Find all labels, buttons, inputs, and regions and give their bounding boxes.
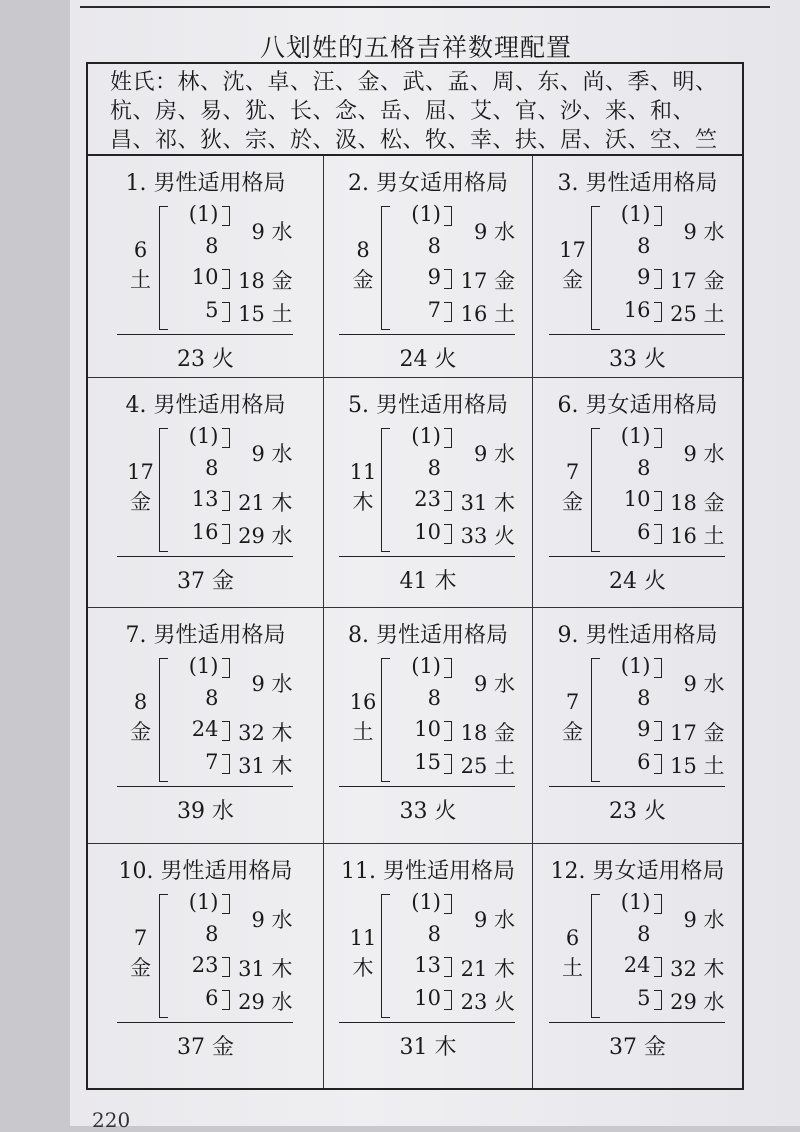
left-bracket xyxy=(159,658,168,782)
config-cell xyxy=(88,608,324,844)
sum-line xyxy=(549,1022,725,1023)
left-bracket xyxy=(381,894,390,1018)
total-grid-result: 33 火 xyxy=(609,347,666,372)
config-cell xyxy=(533,378,742,608)
left-bracket xyxy=(381,658,390,782)
stroke-count: 10 xyxy=(191,265,219,289)
person-grid-result: 31 木 xyxy=(460,491,515,515)
outer-grid-element: 金 xyxy=(130,490,151,514)
total-grid-result: 23 火 xyxy=(177,347,234,372)
stroke-count: 8 xyxy=(637,686,651,710)
earth-grid-result: 16 土 xyxy=(670,524,725,548)
sum-line xyxy=(117,334,293,335)
total-grid-result: 24 火 xyxy=(609,569,666,594)
stroke-count: (1) xyxy=(411,424,441,448)
outer-grid-element: 金 xyxy=(562,268,583,292)
sum-line xyxy=(339,556,515,557)
outer-grid-element: 金 xyxy=(130,720,151,744)
heaven-grid-result: 9 水 xyxy=(683,672,725,696)
outer-grid-number: 17 xyxy=(559,238,586,262)
outer-grid-number: 6 xyxy=(565,926,580,950)
config-cell xyxy=(324,156,533,378)
outer-grid-number: 7 xyxy=(565,460,580,484)
outer-grid-element: 土 xyxy=(130,268,151,292)
sum-line xyxy=(339,786,515,787)
outer-grid-element: 土 xyxy=(352,720,374,744)
config-cell xyxy=(88,844,324,1088)
left-bracket xyxy=(381,206,390,330)
five-grid-diagram xyxy=(553,202,723,372)
stroke-count: (1) xyxy=(620,202,651,226)
heaven-grid-result: 9 水 xyxy=(683,908,725,932)
stroke-count: 7 xyxy=(427,298,441,322)
config-cell xyxy=(324,608,533,844)
page-title: 八划姓的五格吉祥数理配置 xyxy=(259,33,572,62)
heaven-grid-result: 9 水 xyxy=(251,220,293,244)
earth-grid-result: 29 水 xyxy=(238,990,293,1014)
heaven-grid-result: 9 水 xyxy=(251,442,293,466)
earth-grid-result: 23 火 xyxy=(460,990,515,1014)
left-bracket xyxy=(591,894,600,1018)
cell-title: 4. 男性适用格局 xyxy=(125,393,286,418)
stroke-count: (1) xyxy=(411,202,441,226)
earth-grid-result: 16 土 xyxy=(460,302,515,326)
heaven-grid-result: 9 水 xyxy=(473,908,515,932)
page-number: 220 xyxy=(92,1108,131,1132)
outer-grid-number: 8 xyxy=(356,238,370,262)
earth-grid-result: 33 火 xyxy=(460,524,515,548)
heaven-grid-result: 9 水 xyxy=(473,672,515,696)
cell-title: 2. 男女适用格局 xyxy=(348,171,508,196)
heaven-grid-result: 9 水 xyxy=(683,442,725,466)
left-bracket xyxy=(591,206,600,330)
surname-list: 姓氏：林、沈、卓、汪、金、武、孟、周、东、尚、季、明、杭、房、易、犹、长、念、岳、屈、艾、官、沙、来、和、昌、祁、狄、宗、於、汲、松、牧、幸、扶、居、沃、空、竺 xyxy=(88,64,742,156)
stroke-count: 5 xyxy=(637,986,651,1010)
earth-grid-result: 15 土 xyxy=(238,302,293,326)
stroke-count: 9 xyxy=(637,717,651,741)
person-grid-result: 17 金 xyxy=(670,721,725,745)
cell-title: 3. 男性适用格局 xyxy=(557,171,718,196)
stroke-count: 13 xyxy=(191,487,219,511)
outer-grid-element: 木 xyxy=(352,956,374,980)
left-bracket xyxy=(159,894,168,1018)
sum-line xyxy=(549,556,725,557)
five-grid-diagram xyxy=(553,654,723,824)
config-cell xyxy=(324,844,533,1088)
stroke-count: (1) xyxy=(411,654,441,678)
outer-grid-element: 金 xyxy=(562,720,583,744)
stroke-count: (1) xyxy=(188,654,219,678)
person-grid-result: 21 木 xyxy=(238,491,293,515)
configuration-table xyxy=(86,62,744,1090)
person-grid-result: 18 金 xyxy=(238,269,293,293)
sum-line xyxy=(549,334,725,335)
outer-grid-element: 金 xyxy=(352,268,374,292)
stroke-count: 10 xyxy=(623,487,651,511)
five-grid-diagram xyxy=(343,202,513,372)
stroke-count: 8 xyxy=(427,922,441,946)
person-grid-result: 21 木 xyxy=(460,957,515,981)
outer-grid-element: 金 xyxy=(562,490,583,514)
person-grid-result: 18 金 xyxy=(670,491,725,515)
stroke-count: 16 xyxy=(623,298,651,322)
config-cell xyxy=(533,156,742,378)
cell-title: 10. 男性适用格局 xyxy=(118,859,293,884)
cell-title: 11. 男性适用格局 xyxy=(341,859,515,884)
stroke-count: 8 xyxy=(637,922,651,946)
outer-grid-element: 木 xyxy=(352,490,374,514)
person-grid-result: 17 金 xyxy=(670,269,725,293)
five-grid-diagram xyxy=(553,424,723,594)
stroke-count: 8 xyxy=(637,456,651,480)
outer-grid-element: 金 xyxy=(130,956,151,980)
config-cell xyxy=(88,378,324,608)
stroke-count: 23 xyxy=(414,487,441,511)
stroke-count: 6 xyxy=(205,986,219,1010)
stroke-count: 8 xyxy=(427,234,441,258)
sum-line xyxy=(549,786,725,787)
heaven-grid-result: 9 水 xyxy=(473,220,515,244)
stroke-count: 8 xyxy=(205,456,219,480)
stroke-count: 13 xyxy=(414,953,441,977)
sum-line xyxy=(339,1022,515,1023)
earth-grid-result: 31 木 xyxy=(238,754,293,778)
config-cell xyxy=(324,378,533,608)
five-grid-diagram xyxy=(121,654,291,824)
cell-title: 1. 男性适用格局 xyxy=(125,171,286,196)
earth-grid-result: 29 水 xyxy=(238,524,293,548)
sum-line xyxy=(117,1022,293,1023)
earth-grid-result: 25 土 xyxy=(670,302,725,326)
stroke-count: 7 xyxy=(205,750,219,774)
outer-grid-number: 11 xyxy=(349,926,377,950)
outer-grid-number: 6 xyxy=(133,238,148,262)
stroke-count: 8 xyxy=(205,686,219,710)
heaven-grid-result: 9 水 xyxy=(251,672,293,696)
five-grid-diagram xyxy=(553,890,723,1060)
stroke-count: (1) xyxy=(188,424,219,448)
total-grid-result: 24 火 xyxy=(399,347,457,372)
five-grid-diagram xyxy=(343,654,513,824)
configuration-grid xyxy=(88,156,742,1088)
outer-grid-number: 17 xyxy=(127,460,154,484)
cell-title: 5. 男性适用格局 xyxy=(348,393,508,418)
left-bracket xyxy=(159,206,168,330)
stroke-count: (1) xyxy=(188,890,219,914)
cell-title: 9. 男性适用格局 xyxy=(557,623,718,648)
stroke-count: (1) xyxy=(620,654,651,678)
earth-grid-result: 15 土 xyxy=(670,754,725,778)
stroke-count: 9 xyxy=(427,265,441,289)
outer-grid-number: 8 xyxy=(133,690,148,714)
five-grid-diagram xyxy=(343,424,513,594)
total-grid-result: 33 火 xyxy=(399,799,457,824)
stroke-count: 10 xyxy=(414,717,441,741)
cell-title: 6. 男女适用格局 xyxy=(557,393,718,418)
outer-grid-number: 16 xyxy=(349,690,377,714)
person-grid-result: 31 木 xyxy=(238,957,293,981)
total-grid-result: 37 金 xyxy=(177,1035,234,1060)
cell-title: 8. 男性适用格局 xyxy=(348,623,508,648)
stroke-count: (1) xyxy=(411,890,441,914)
stroke-count: (1) xyxy=(188,202,219,226)
stroke-count: 8 xyxy=(427,686,441,710)
total-grid-result: 37 金 xyxy=(177,569,234,594)
outer-grid-element: 土 xyxy=(562,956,583,980)
stroke-count: 10 xyxy=(414,520,441,544)
stroke-count: 9 xyxy=(637,265,651,289)
person-grid-result: 17 金 xyxy=(460,269,515,293)
sum-line xyxy=(117,786,293,787)
heaven-grid-result: 9 水 xyxy=(251,908,293,932)
left-bracket xyxy=(591,428,600,552)
left-bracket xyxy=(381,428,390,552)
stroke-count: (1) xyxy=(620,424,651,448)
stroke-count: 23 xyxy=(191,953,219,977)
stroke-count: 5 xyxy=(205,298,219,322)
total-grid-result: 31 木 xyxy=(399,1035,457,1060)
person-grid-result: 18 金 xyxy=(460,721,515,745)
config-cell xyxy=(88,156,324,378)
stroke-count: 15 xyxy=(414,750,441,774)
total-grid-result: 39 水 xyxy=(177,799,234,824)
five-grid-diagram xyxy=(121,202,291,372)
stroke-count: 8 xyxy=(427,456,441,480)
sum-line xyxy=(117,556,293,557)
total-grid-result: 41 木 xyxy=(399,569,457,594)
five-grid-diagram xyxy=(121,890,291,1060)
top-rule xyxy=(80,6,770,8)
stroke-count: 6 xyxy=(637,750,651,774)
cell-title: 7. 男性适用格局 xyxy=(125,623,286,648)
stroke-count: 8 xyxy=(205,234,219,258)
outer-grid-number: 7 xyxy=(565,690,580,714)
stroke-count: 6 xyxy=(637,520,651,544)
stroke-count: 16 xyxy=(191,520,219,544)
total-grid-result: 23 火 xyxy=(609,799,666,824)
five-grid-diagram xyxy=(121,424,291,594)
left-bracket xyxy=(591,658,600,782)
stroke-count: 24 xyxy=(623,953,651,977)
person-grid-result: 32 木 xyxy=(238,721,293,745)
stroke-count: 24 xyxy=(191,717,219,741)
five-grid-diagram xyxy=(343,890,513,1060)
earth-grid-result: 25 土 xyxy=(460,754,515,778)
stroke-count: (1) xyxy=(620,890,651,914)
person-grid-result: 32 木 xyxy=(670,957,725,981)
stroke-count: 10 xyxy=(414,986,441,1010)
outer-grid-number: 11 xyxy=(349,460,377,484)
sum-line xyxy=(339,334,515,335)
stroke-count: 8 xyxy=(637,234,651,258)
config-cell xyxy=(533,608,742,844)
left-bracket xyxy=(159,428,168,552)
cell-title: 12. 男女适用格局 xyxy=(550,859,725,884)
total-grid-result: 37 金 xyxy=(609,1035,666,1060)
config-cell xyxy=(533,844,742,1088)
heaven-grid-result: 9 水 xyxy=(473,442,515,466)
stroke-count: 8 xyxy=(205,922,219,946)
outer-grid-number: 7 xyxy=(133,926,148,950)
heaven-grid-result: 9 水 xyxy=(683,220,725,244)
earth-grid-result: 29 水 xyxy=(670,990,725,1014)
